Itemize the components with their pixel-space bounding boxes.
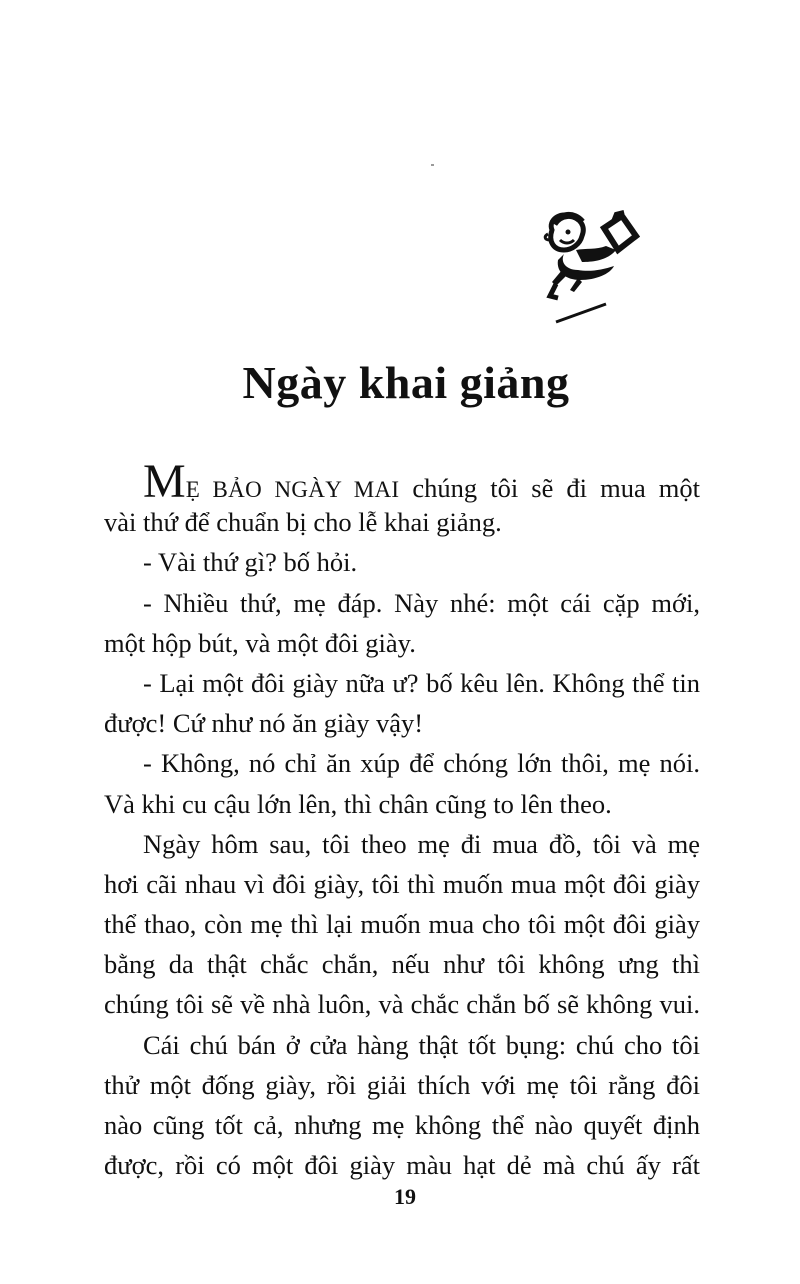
chapter-body (104, 455, 700, 1185)
text-line: chúng tôi sẽ về nhà luôn, và chắc chắn bố sẽ không vui. (104, 989, 700, 1020)
text-line: nào cũng tốt cả, nhưng mẹ không thể nào quyết định (104, 1110, 700, 1140)
text-line: - Nhiều thứ, mẹ đáp. Này nhé: một cái cặp mới, (143, 587, 700, 618)
text-line: hơi cãi nhau vì đôi giày, tôi thì muốn mua một đôi giày (104, 868, 700, 899)
text-line: - Không, nó chỉ ăn xúp để chóng lớn thôi, mẹ nói. (143, 748, 700, 779)
text-line: Cái chú bán ở cửa hàng thật tốt bụng: chú cho tôi (143, 1029, 700, 1060)
text-line: được, rồi có một đôi giày màu hạt dẻ mà chú ấy rất (104, 1150, 700, 1181)
page-number: 19 (394, 1184, 416, 1209)
scan-speck (431, 164, 434, 166)
text-line: được! Cứ như nó ăn giày vậy! (104, 708, 424, 739)
drop-cap: M (143, 455, 186, 508)
boy-running-with-schoolbag-icon (530, 200, 640, 330)
opening-rest: chúng tôi sẽ đi mua một (399, 473, 700, 503)
small-caps-lead: Ẹ BẢO NGÀY MAI (185, 477, 400, 502)
text-line: - Vài thứ gì? bố hỏi. (143, 547, 358, 578)
text-line: - Lại một đôi giày nữa ư? bố kêu lên. Không thể tin (143, 667, 700, 698)
text-line: một hộp bút, và một đôi giày. (104, 627, 416, 658)
chapter-title: Ngày khai giảng (242, 356, 570, 408)
text-line: bằng da thật chắc chắn, nếu như tôi không ưng thì (104, 949, 700, 980)
text-line: Và khi cu cậu lớn lên, thì chân cũng to lên theo. (104, 788, 612, 819)
text-line: Ngày hôm sau, tôi theo mẹ đi mua đồ, tôi và mẹ (143, 828, 700, 859)
text-line: thể thao, còn mẹ thì lại muốn mua cho tôi một đôi giày (104, 909, 700, 940)
text-line: vài thứ để chuẩn bị cho lễ khai giảng. (104, 507, 502, 538)
text-line-opening (104, 455, 700, 508)
text-line: thử một đống giày, rồi giải thích với mẹ tôi rằng đôi (104, 1069, 700, 1100)
